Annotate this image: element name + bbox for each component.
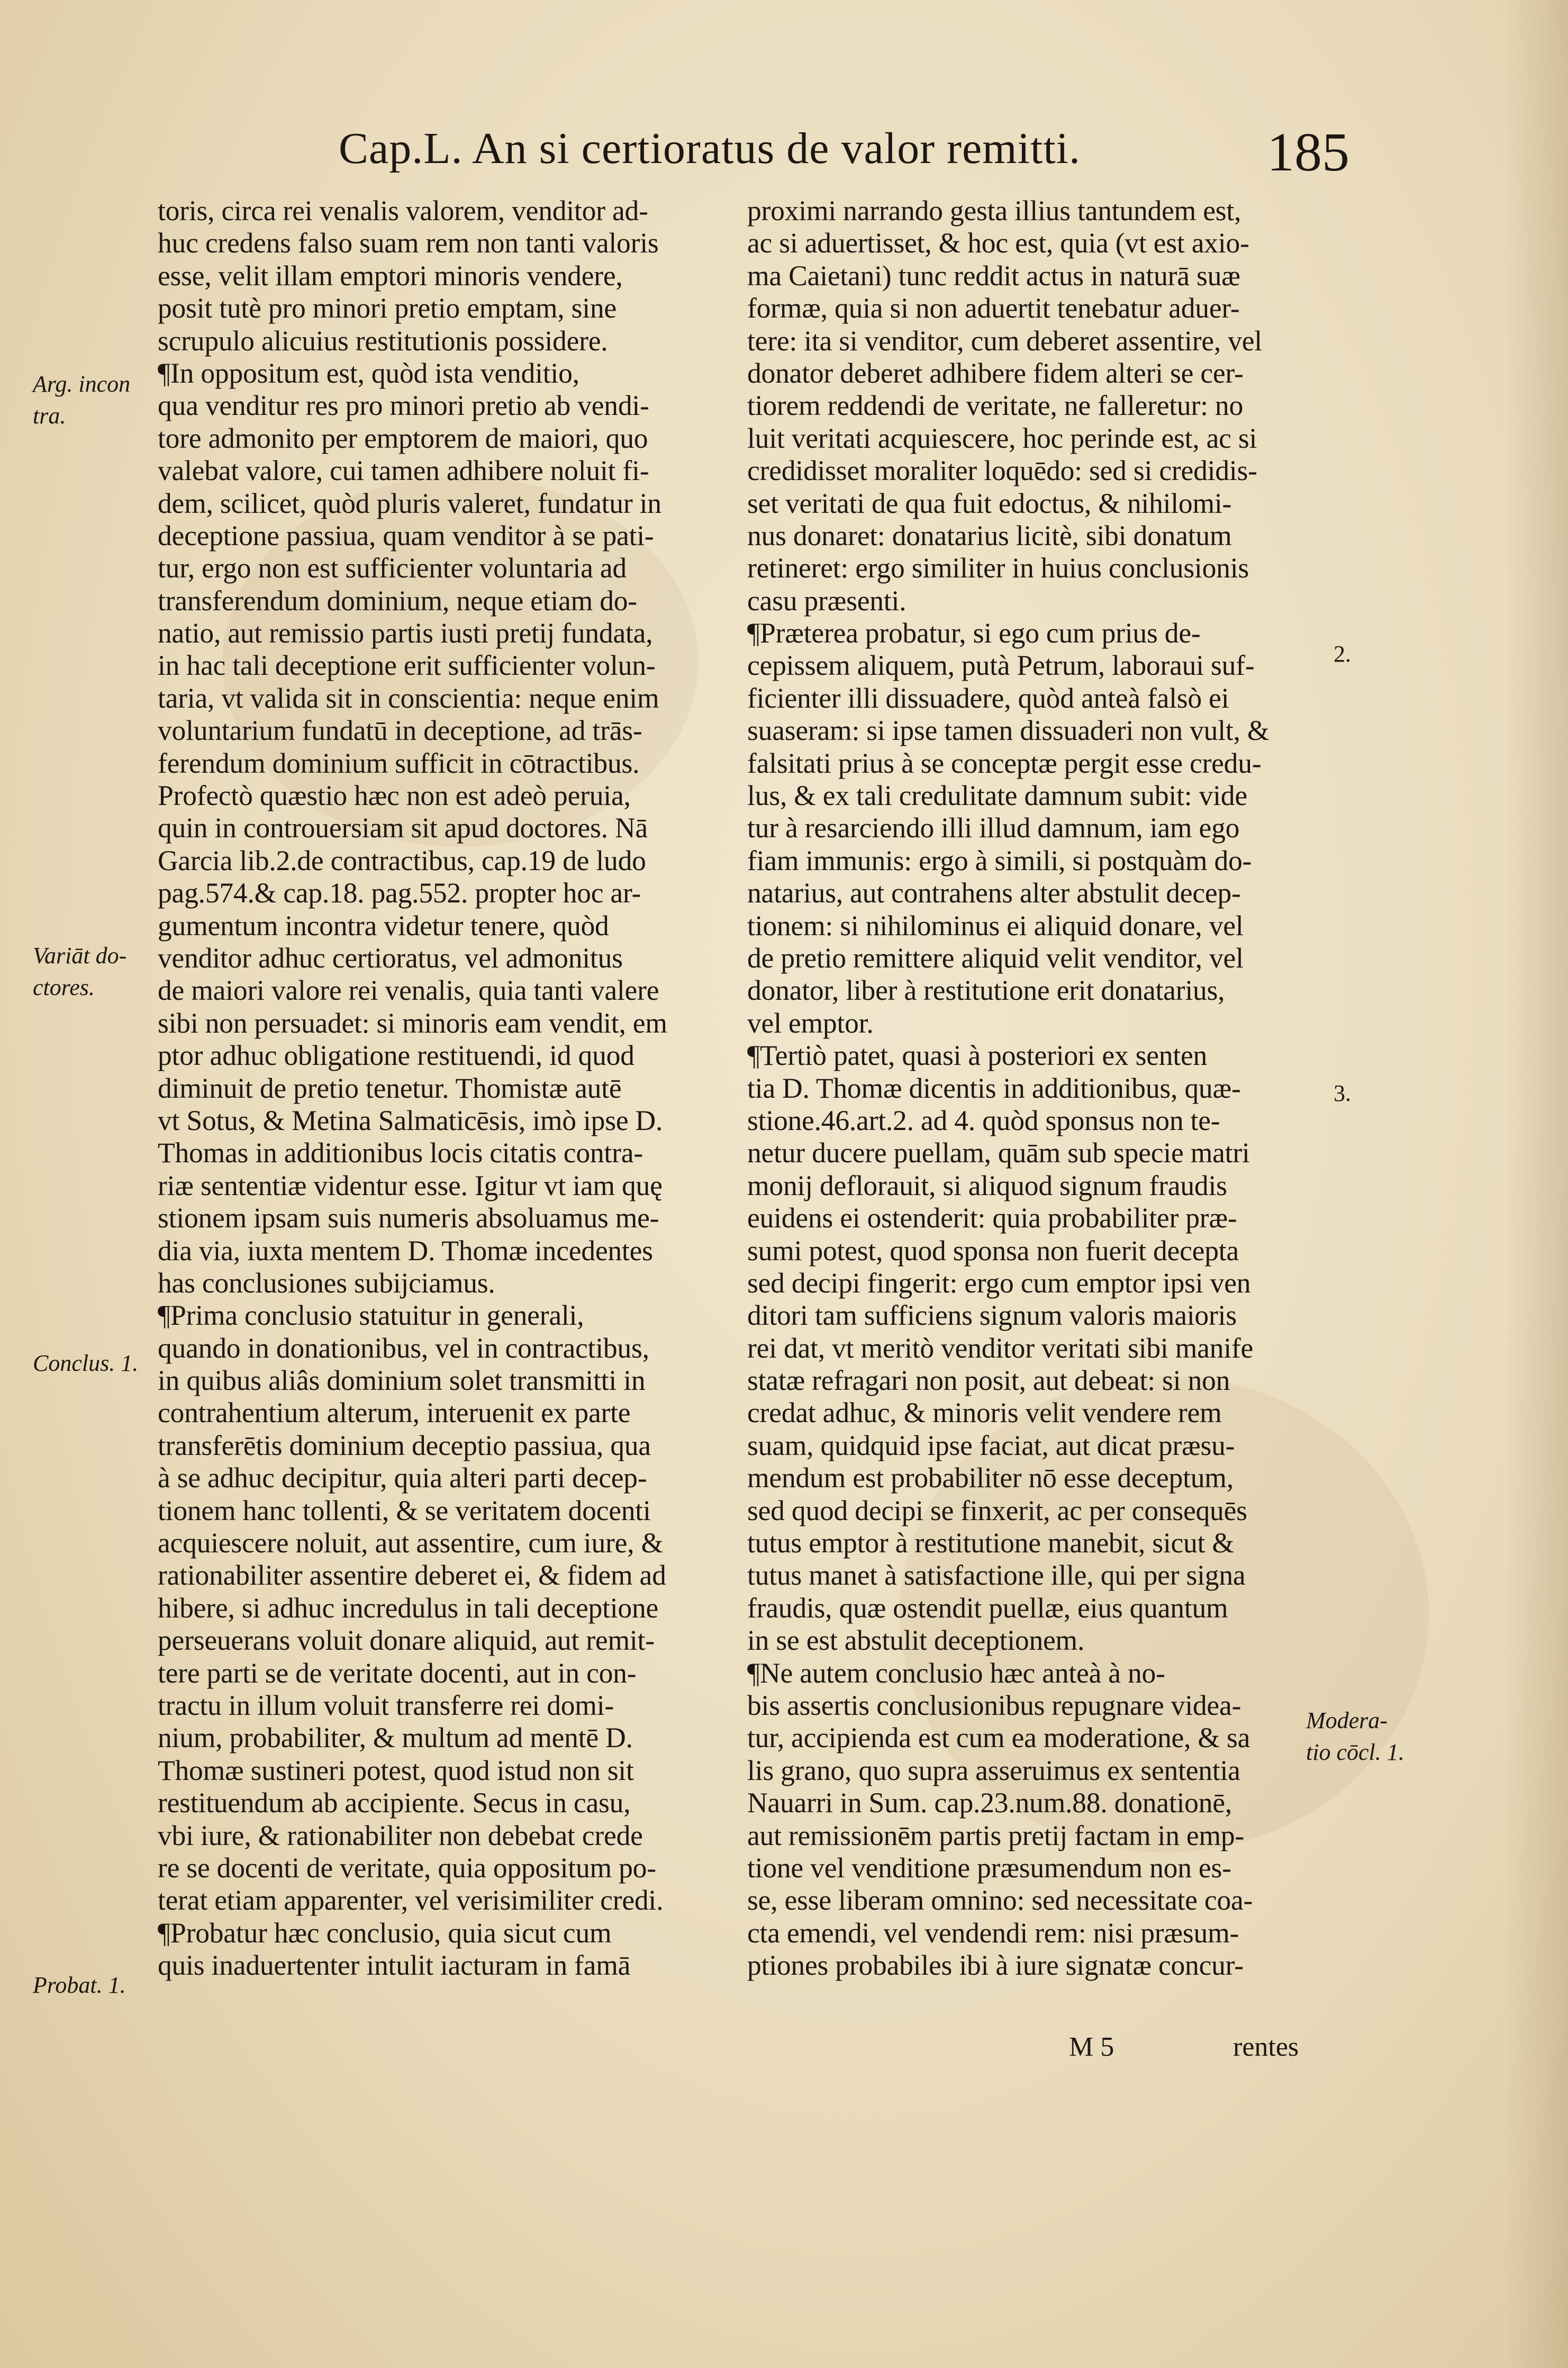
text-line: casu præsenti.: [747, 584, 907, 617]
text-line: mendum est probabiliter nō esse deceptum,: [747, 1462, 1234, 1494]
text-line: gumentum incontra videtur tenere, quòd: [158, 909, 609, 942]
text-line: taria, vt valida sit in conscientia: neque enim: [158, 682, 659, 714]
text-line: de maiori valore rei venalis, quia tanti valere: [158, 974, 659, 1007]
text-line: tione vel venditione præsumendum non es-: [747, 1851, 1231, 1884]
left-text-column: [158, 195, 703, 1982]
margin-note-number-2: 2.: [1334, 641, 1351, 667]
margin-note-arg-incontra: Arg. incon: [33, 371, 131, 397]
text-line: perseuerans voluit donare aliquid, aut remit-: [158, 1624, 655, 1657]
text-line: in hac tali deceptione erit sufficienter volun-: [158, 649, 656, 682]
text-line: set veritati de qua fuit edoctus, & nihilomi-: [747, 487, 1232, 519]
text-line: cepissem aliquem, putà Petrum, laboraui suf-: [747, 649, 1255, 682]
text-line: rationabiliter assentire deberet ei, & fidem ad: [158, 1559, 666, 1592]
text-line: valebat valore, cui tamen adhibere noluit fi-: [158, 455, 649, 487]
text-line: tur, ergo non est sufficienter voluntaria ad: [158, 552, 627, 584]
right-text-column: [747, 195, 1308, 1982]
text-line: luit veritati acquiescere, hoc perinde est, ac si: [747, 422, 1257, 454]
signature-mark: M 5: [1069, 2032, 1114, 2062]
text-line: Profectò quæstio hæc non est adeò peruia,: [158, 780, 631, 812]
text-line: acquiescere noluit, aut assentire, cum iure, &: [158, 1527, 663, 1559]
text-line: tionem hanc tollenti, & se veritatem docenti: [158, 1494, 651, 1526]
text-line: contrahentium alterum, interuenit ex parte: [158, 1397, 631, 1429]
text-line: statæ refragari non posit, aut debeat: si non: [747, 1364, 1230, 1397]
text-line: venditor adhuc certioratus, vel admonitus: [158, 942, 623, 974]
text-line: netur ducere puellam, quām sub specie matri: [747, 1137, 1250, 1169]
text-line: Nauarri in Sum. cap.23.num.88. donationē,: [747, 1787, 1232, 1819]
margin-note-variant-doctores-cont: ctores.: [33, 974, 95, 1000]
text-line: posit tutè pro minori pretio emptam, sine: [158, 292, 617, 324]
text-line: sed quod decipi se finxerit, ac per consequēs: [747, 1494, 1247, 1526]
text-line: sumi potest, quod sponsa non fuerit decepta: [747, 1234, 1239, 1267]
margin-note-arg-incontra-cont: tra.: [33, 403, 66, 429]
text-line: donator, liber à restitutione erit donatarius,: [747, 974, 1225, 1007]
text-line: quis inaduertenter intulit iacturam in famā: [158, 1949, 631, 1982]
text-line: ¶In oppositum est, quòd ista venditio,: [158, 357, 579, 389]
text-line: nus donaret: donatarius licitè, sibi donatum: [747, 519, 1232, 552]
text-line: ac si aduertisset, & hoc est, quia (vt est axio-: [747, 227, 1249, 259]
text-line: lus, & ex tali credulitate damnum subit: vide: [747, 780, 1247, 812]
text-line: tore admonito per emptorem de maiori, quo: [158, 422, 648, 454]
text-line: hibere, si adhuc incredulus in tali deceptione: [158, 1592, 659, 1624]
text-line: bis assertis conclusionibus repugnare videa-: [747, 1689, 1241, 1721]
text-line: pag.574.& cap.18. pag.552. propter hoc ar-: [158, 877, 641, 909]
text-line: ma Caietani) tunc reddit actus in naturā suæ: [747, 259, 1240, 292]
margin-note-probatur: Probat. 1.: [33, 1972, 126, 1998]
text-line: ¶Prima conclusio statuitur in generali,: [158, 1299, 584, 1332]
text-line: tionem: si nihilominus ei aliquid donare, vel: [747, 909, 1244, 942]
text-line: scrupulo alicuius restitutionis possidere.: [158, 324, 608, 357]
text-line: vel emptor.: [747, 1007, 874, 1039]
text-line: tutus emptor à restitutione manebit, sicut &: [747, 1527, 1234, 1559]
text-line: lis grano, quo supra asseruimus ex sententia: [747, 1754, 1240, 1786]
text-line: fraudis, quæ ostendit puellæ, eius quantum: [747, 1592, 1228, 1624]
margin-note-conclusio: Conclus. 1.: [33, 1350, 139, 1376]
page-edge-shadow: [1504, 0, 1568, 2368]
text-line: suam, quidquid ipse faciat, aut dicat præsu-: [747, 1429, 1235, 1461]
text-line: tia D. Thomæ dicentis in additionibus, quæ-: [747, 1072, 1241, 1104]
margin-note-variant-doctores: Variāt do-: [33, 943, 127, 969]
text-line: restituendum ab accipiente. Secus in casu,: [158, 1787, 631, 1819]
text-line: qua venditur res pro minori pretio ab vendi-: [158, 390, 649, 422]
text-line: retineret: ergo similiter in huius conclusionis: [747, 552, 1249, 584]
text-line: euidens ei ostenderit: quia probabiliter præ-: [747, 1202, 1237, 1234]
text-line: transferētis dominium deceptio passiua, qua: [158, 1429, 651, 1461]
text-line: transferendum dominium, neque etiam do-: [158, 584, 637, 617]
text-line: esse, velit illam emptori minoris vendere,: [158, 259, 623, 292]
text-line: rei dat, vt meritò venditor veritati sibi manife: [747, 1332, 1254, 1364]
text-line: ptor adhuc obligatione restituendi, id quod: [158, 1040, 635, 1072]
text-line: sed decipi fingerit: ergo cum emptor ipsi ven: [747, 1267, 1251, 1299]
margin-note-moderatio: Modera-: [1306, 1707, 1388, 1733]
text-line: tere: ita si venditor, cum deberet assentire, vel: [747, 324, 1262, 357]
text-line: ferendum dominium sufficit in cōtractibus.: [158, 747, 640, 779]
text-line: ficienter illi dissuadere, quòd anteà falsò ei: [747, 682, 1229, 714]
text-line: tractu in illum voluit transferre rei domi-: [158, 1689, 614, 1721]
text-line: ditori tam sufficiens signum valoris maioris: [747, 1299, 1237, 1332]
text-line: tur à resarciendo illi illud damnum, iam ego: [747, 812, 1240, 844]
text-line: de pretio remittere aliquid velit venditor, vel: [747, 942, 1244, 974]
text-line: credidisset moraliter loquēdo: sed si credidis-: [747, 455, 1257, 487]
text-line: dia via, iuxta mentem D. Thomæ incedentes: [158, 1234, 653, 1267]
text-line: aut remissionēm partis pretij factam in emp-: [747, 1819, 1245, 1851]
text-line: tiorem reddendi de veritate, ne falleretur: no: [747, 390, 1244, 422]
text-line: Garcia lib.2.de contractibus, cap.19 de ludo: [158, 844, 646, 876]
text-line: riæ sententiæ videntur esse. Igitur vt iam quę: [158, 1169, 663, 1201]
text-line: vbi iure, & rationabiliter non debebat crede: [158, 1819, 643, 1851]
text-line: huc credens falso suam rem non tanti valoris: [158, 227, 659, 259]
folio-number: 185: [1267, 122, 1349, 183]
text-line: falsitati prius à se conceptæ pergit esse credu-: [747, 747, 1262, 779]
text-line: quin in controuersiam sit apud doctores. Nā: [158, 812, 648, 844]
text-line: deceptione passiua, quam venditor à se pati-: [158, 519, 654, 552]
text-line: voluntarium fundatū in deceptione, ad trās-: [158, 715, 642, 747]
running-head: Cap.L. An si certioratus de valor remitti.: [339, 124, 1081, 173]
text-line: natio, aut remissio partis iusti pretij fundata,: [158, 617, 653, 649]
text-line: in quibus aliâs dominium solet transmitti in: [158, 1364, 646, 1397]
text-line: ptiones probabiles ibi à iure signatæ concur-: [747, 1949, 1244, 1982]
text-line: ¶Ne autem conclusio hæc anteà à no-: [747, 1657, 1165, 1689]
text-line: cta emendi, vel vendendi rem: nisi præsum-: [747, 1917, 1239, 1949]
text-line: se, esse liberam omnino: sed necessitate coa-: [747, 1884, 1253, 1917]
text-line: sibi non persuadet: si minoris eam vendit, em: [158, 1007, 667, 1039]
text-line: Thomæ sustineri potest, quod istud non sit: [158, 1754, 634, 1786]
text-line: natarius, aut contrahens alter abstulit decep-: [747, 877, 1241, 909]
text-line: proximi narrando gesta illius tantundem est,: [747, 195, 1241, 227]
text-line: nium, probabiliter, & multum ad mentē D.: [158, 1722, 633, 1754]
text-line: re se docenti de veritate, quia oppositum po-: [158, 1851, 656, 1884]
text-line: Thomas in additionibus locis citatis contra-: [158, 1137, 643, 1169]
text-line: fiam immunis: ergo à simili, si postquàm do-: [747, 844, 1252, 876]
text-line: ¶Probatur hæc conclusio, quia sicut cum: [158, 1917, 612, 1949]
text-line: diminuit de pretio tenetur. Thomistæ autē: [158, 1072, 622, 1104]
text-line: tur, accipienda est cum ea moderatione, & sa: [747, 1722, 1250, 1754]
text-line: quando in donationibus, vel in contractibus,: [158, 1332, 649, 1364]
margin-note-moderatio-cont: tio cōcl. 1.: [1306, 1739, 1404, 1765]
text-line: toris, circa rei venalis valorem, venditor ad-: [158, 195, 648, 227]
text-line: formæ, quia si non aduertit tenebatur aduer-: [747, 292, 1240, 324]
text-line: tere parti se de veritate docenti, aut in con-: [158, 1657, 637, 1689]
text-line: stionem ipsam suis numeris absoluamus me-: [158, 1202, 659, 1234]
text-line: ¶Tertiò patet, quasi à posteriori ex senten: [747, 1040, 1208, 1072]
catchword: rentes: [1233, 2032, 1299, 2062]
text-line: suaseram: si ipse tamen dissuaderi non vult, &: [747, 715, 1270, 747]
text-line: dem, scilicet, quòd pluris valeret, fundatur in: [158, 487, 661, 519]
text-line: donator deberet adhibere fidem alteri se cer-: [747, 357, 1244, 389]
text-line: ¶Præterea probatur, si ego cum prius de-: [747, 617, 1201, 649]
text-line: credat adhuc, & minoris velit vendere rem: [747, 1397, 1222, 1429]
text-line: vt Sotus, & Metina Salmaticēsis, imò ipse D.: [158, 1104, 663, 1136]
text-line: in se est abstulit deceptionem.: [747, 1624, 1085, 1657]
text-line: has conclusiones subijciamus.: [158, 1267, 495, 1299]
text-line: monij deflorauit, si aliquod signum fraudis: [747, 1169, 1227, 1201]
text-line: terat etiam apparenter, vel verisimiliter credi.: [158, 1884, 664, 1917]
margin-note-number-3: 3.: [1334, 1080, 1351, 1106]
text-line: à se adhuc decipitur, quia alteri parti decep-: [158, 1462, 647, 1494]
text-line: tutus manet à satisfactione ille, qui per signa: [747, 1559, 1246, 1592]
text-line: stione.46.art.2. ad 4. quòd sponsus non te-: [747, 1104, 1220, 1136]
